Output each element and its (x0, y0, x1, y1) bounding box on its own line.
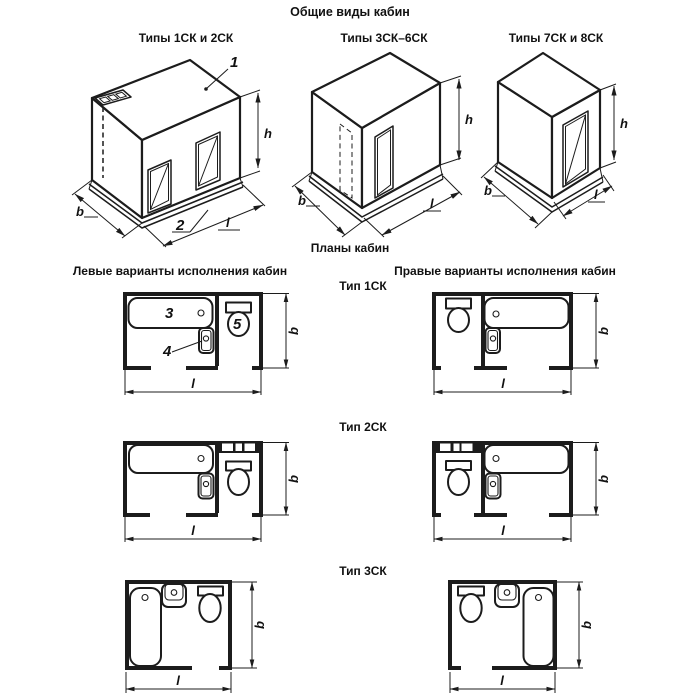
dimension-l (125, 370, 261, 395)
cabin-body (89, 60, 243, 228)
callout-5-label: 5 (233, 316, 242, 333)
bathtub (485, 445, 569, 473)
iso-view-types-7-8 (470, 50, 640, 225)
bathtub (129, 445, 213, 473)
dimension-l (434, 370, 571, 395)
dim-b-label: b (579, 621, 594, 629)
dimension-b (557, 582, 594, 668)
subtitle-types-1-2: Типы 1СК и 2СК (138, 31, 234, 45)
plans-title: Планы кабин (310, 241, 390, 255)
toilet (226, 462, 251, 496)
toilet (198, 587, 223, 623)
toilet (458, 587, 484, 623)
plan-3sk-left (95, 575, 275, 700)
dimension-b (573, 443, 611, 516)
bathtub (130, 588, 161, 666)
plan-1sk-left (105, 288, 305, 400)
dim-b-label: b (596, 475, 611, 483)
main-title: Общие виды кабин (290, 5, 410, 19)
washbasin (199, 328, 214, 353)
dimension-l (434, 517, 571, 542)
dim-l-label: l (500, 673, 504, 688)
type-3sk-label: Тип 3СК (339, 564, 387, 578)
dimension-b (232, 582, 267, 668)
toilet (446, 461, 471, 495)
dim-b-label: b (286, 327, 301, 335)
dimension-b (573, 294, 611, 369)
subtitle-types-7-8: Типы 7СК и 8СК (508, 31, 604, 45)
dim-h-label: h (620, 116, 628, 131)
callout-3-label: 3 (165, 305, 174, 322)
dimension-h (440, 76, 473, 165)
dim-l-label: l (501, 523, 505, 538)
washbasin (486, 328, 501, 353)
dim-l-label: l (430, 196, 434, 211)
callout-4 (162, 341, 202, 360)
dim-b-label: b (286, 475, 301, 483)
cabin-body (495, 53, 603, 212)
dim-l-label: l (191, 376, 195, 391)
dim-l-label: l (501, 376, 505, 391)
type-1sk-label: Тип 1СК (339, 279, 387, 293)
bathtub (485, 298, 569, 328)
dim-b-label: b (76, 204, 84, 219)
callout-2-label: 2 (176, 217, 185, 234)
dim-b-label: b (252, 621, 267, 629)
washbasin (162, 584, 186, 607)
dim-b-label: b (484, 183, 492, 198)
plan-2sk-left (105, 437, 305, 545)
cabin-body (309, 53, 443, 222)
plan-1sk-right (415, 288, 615, 400)
type-2sk-label: Тип 2СК (339, 420, 387, 434)
dim-b-label: b (298, 193, 306, 208)
washbasin (486, 474, 501, 499)
dim-h-label: h (264, 126, 272, 141)
callout-1-label: 1 (230, 54, 239, 71)
callout-4-label: 4 (163, 343, 172, 360)
plan-3sk-right (420, 575, 600, 700)
dimension-b (263, 294, 301, 369)
dim-l-label: l (594, 187, 598, 202)
washbasin (199, 474, 214, 499)
dimension-h (600, 84, 628, 168)
iso-view-types-1-2 (60, 50, 280, 255)
plan-2sk-right (415, 437, 615, 545)
partition-wall (215, 296, 219, 366)
bathtub (524, 588, 554, 666)
iso-view-types-3-6 (280, 50, 480, 240)
subtitle-types-3-6: Типы 3СК–6СК (340, 31, 428, 45)
dimension-l (450, 672, 555, 693)
partition-wall (215, 445, 219, 513)
dimension-h (240, 90, 272, 178)
dim-l-label: l (191, 523, 195, 538)
dim-l-label: l (176, 673, 180, 688)
dim-b-label: b (596, 327, 611, 335)
dimension-b (263, 443, 301, 516)
dim-h-label: h (465, 112, 473, 127)
washbasin (495, 584, 519, 607)
dimension-l (126, 672, 231, 693)
toilet (446, 299, 471, 333)
dim-l-label: l (226, 215, 230, 230)
left-variants-label: Левые варианты исполнения кабин (72, 264, 288, 278)
right-variants-label: Правые варианты исполнения кабин (394, 264, 616, 278)
dimension-l (125, 517, 261, 542)
